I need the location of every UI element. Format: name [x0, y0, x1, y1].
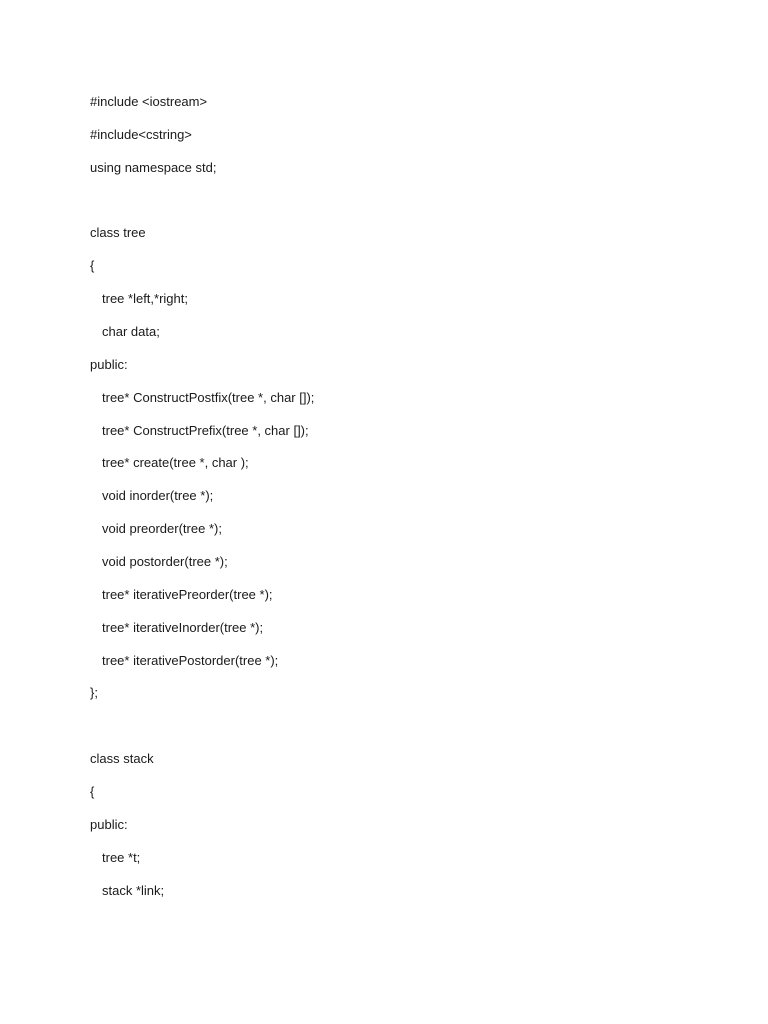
code-line-iterative-preorder: tree* iterativePreorder(tree *); — [102, 586, 273, 602]
code-line-stack-link: stack *link; — [102, 882, 165, 898]
code-line-open-brace: { — [90, 784, 95, 800]
code-line-postorder: void postorder(tree *); — [102, 554, 228, 570]
code-line-using-namespace: using namespace std; — [90, 159, 217, 175]
code-line-public: public: — [90, 816, 128, 832]
code-line-create: tree* create(tree *, char ); — [102, 455, 249, 471]
code-line-char-data: char data; — [102, 324, 160, 340]
code-line-close-brace: }; — [90, 685, 98, 701]
code-line-iterative-inorder: tree* iterativeInorder(tree *); — [102, 619, 264, 635]
code-line-public: public: — [90, 356, 128, 372]
code-line-preorder: void preorder(tree *); — [102, 521, 222, 537]
code-line-blank — [90, 191, 314, 224]
code-line-blank — [90, 716, 314, 749]
code-listing — [90, 92, 314, 913]
code-line-inorder: void inorder(tree *); — [102, 488, 214, 504]
code-line-construct-postfix: tree* ConstructPostfix(tree *, char []); — [102, 389, 315, 405]
code-line-include-cstring: #include<cstring> — [90, 126, 192, 142]
code-line-tree-pointers: tree *left,*right; — [102, 291, 188, 307]
code-line-tree-t: tree *t; — [102, 849, 141, 865]
code-line-include-iostream: #include <iostream> — [90, 94, 208, 109]
code-line-class-tree: class tree — [90, 225, 146, 241]
code-line-class-stack: class stack — [90, 751, 154, 767]
code-line-construct-prefix: tree* ConstructPrefix(tree *, char []); — [102, 422, 309, 438]
code-line-open-brace: { — [90, 258, 95, 274]
code-line-iterative-postorder: tree* iterativePostorder(tree *); — [102, 652, 279, 668]
